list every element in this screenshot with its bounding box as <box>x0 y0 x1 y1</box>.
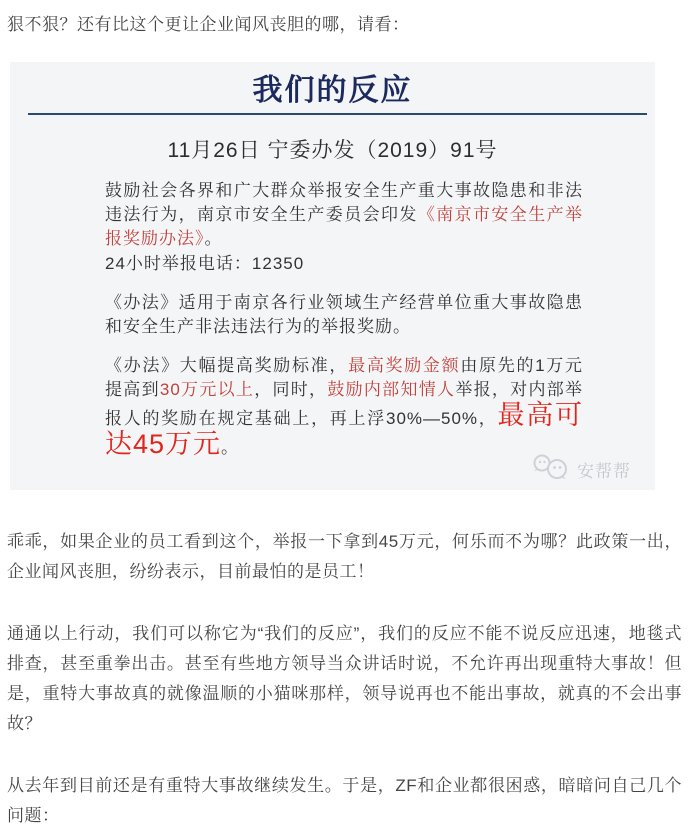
text-segment: 《办法》大幅提高奖励标准， <box>105 356 349 375</box>
watermark-label: 安帮帮 <box>577 461 631 481</box>
title-divider <box>28 113 647 115</box>
text-segment: ，同时， <box>254 380 328 399</box>
text-segment: 。 <box>221 438 240 457</box>
commentary-paragraph-3: 从去年到目前还是有重特大事故继续发生。于是，ZF和企业都很困惑，暗暗问自己几个问题： <box>7 776 682 825</box>
commentary-paragraph-2: 通通以上行动，我们可以称它为“我们的反应”，我们的反应不能不说反应迅速，地毯式排查，甚至重拳出击。甚至有些地方领导当众讲话时说，不允许再出现重特大事故！但是，重特大事故真的就像温顺的小猫咪那样，领导说再也不能出事故，就真的不会出事故？ <box>7 624 682 733</box>
highlighted-insider-encouragement: 鼓励内部知情人 <box>327 380 456 399</box>
notice-paragraph-2: 《办法》适用于南京各行业领域生产经营单位重大事故隐患和安全生产非法违法行为的举报奖励。 <box>105 293 583 336</box>
intro-paragraph: 狠不狠？还有比这个更让企业闻风丧胆的哪，请看： <box>7 15 410 34</box>
text-segment: 鼓励社会各界和广大群众举报安全生产重大事故隐患和非法违法行为，南京市安全生产委员会印发 <box>105 181 583 224</box>
notice-body <box>10 179 655 460</box>
highlighted-max-reward-label: 最高奖励金额 <box>348 356 461 375</box>
text-segment: 。 <box>204 229 223 248</box>
notice-paragraph-3 <box>105 354 583 460</box>
highlighted-amount: 30万元以上 <box>159 380 255 399</box>
notice-title: 我们的反应 <box>252 74 413 107</box>
highlighted-regulation-name: 《南京市安全生产举报奖励办法》 <box>105 205 584 248</box>
chat-bubbles-logo-icon <box>530 454 572 485</box>
notice-date-line: 11月26日 宁委办发（2019）91号 <box>167 139 498 162</box>
notice-paragraph-1 <box>105 179 583 251</box>
hotline-line: 24小时举报电话：12350 <box>105 254 305 273</box>
commentary-paragraph-1: 乖乖，如果企业的员工看到这个，举报一下拿到45万元，何乐而不为哪？此政策一出，企业闻风丧胆，纷纷表示，目前最怕的是员工！ <box>7 532 682 581</box>
notice-card[interactable] <box>10 62 655 490</box>
text-segment: 举报，对内部举报人的奖励在规定基础上，再上浮30%—50%， <box>105 380 584 428</box>
highlighted-max-450k: 最高可达45万元 <box>105 400 583 459</box>
text-segment: 由原先的1万元提高到 <box>105 356 584 399</box>
